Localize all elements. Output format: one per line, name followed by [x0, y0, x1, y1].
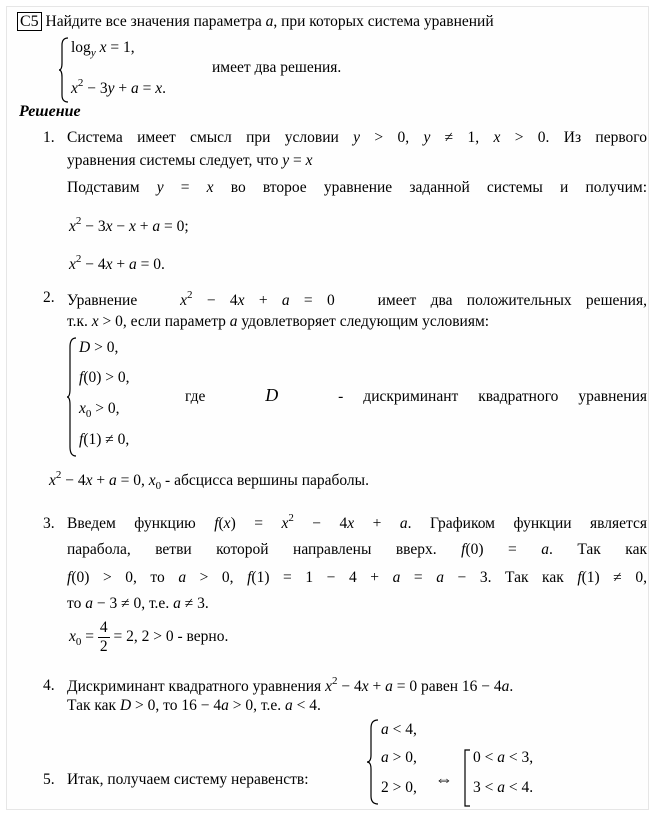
problem-tail: имеет два решения. — [212, 59, 342, 76]
equivalence-symbol: ⇔ — [435, 769, 453, 789]
step-1-number: 1. — [43, 129, 55, 146]
problem-statement-rendered: Найдите все значения параметра a, при которых система уравнений — [45, 13, 494, 30]
step-2-number: 2. — [43, 289, 55, 306]
step-2-cond-2: f(0) > 0, — [79, 369, 130, 386]
step-5-result-1: 0 < a < 3, — [473, 749, 534, 766]
solution-heading: Решение — [19, 103, 81, 120]
step-3-line2: парабола, ветви которой направлены вверх. f(0) = a. Так как — [67, 541, 647, 558]
step-3-vertex: $x_0$ = $\frac{4}{2}$ = 2, 2 > 0 - верно. — [69, 619, 229, 655]
step-2-tail: $x^2 - 4x + a = 0$, $x_0$ - абсцисса вершины параболы. — [49, 469, 369, 492]
step-1-line2: уравнения системы следует, что y = x — [67, 152, 313, 169]
step-3-line1: Введем функцию $f(x) = x^2 - 4x + a$. Графиком функции является — [67, 512, 648, 532]
step-5-system-brace — [367, 719, 379, 805]
step-2-where: где D - дискриминант квадратного уравнения — [185, 385, 647, 405]
step-4-line2: Так как D > 0, то 16 − 4a > 0, т.е. a < 4. — [67, 697, 321, 714]
step-5-system-1: a < 4, — [381, 721, 417, 738]
problem-system-eq2: $x^2 - 3y + a = x$. — [71, 77, 167, 97]
step-3-line3: f(0) > 0, то a > 0, f(1) = 1 − 4 + a = a − 3. Так как f(1) ≠ 0, — [67, 569, 647, 586]
step-5-result-2: 3 < a < 4. — [473, 779, 534, 796]
step-1-line1: Система имеет смысл при условии y > 0, y ≠ 1, x > 0. Из первого — [67, 129, 648, 146]
step-2-cond-1: D > 0, — [79, 339, 119, 356]
problem-statement — [17, 13, 494, 31]
problem-label: C5 — [17, 12, 42, 31]
step-1-eq1: $x^2 - 3x - x + a = 0$; — [69, 215, 189, 235]
step-2-line2: т.к. x > 0, если параметр a удовлетворяет следующим условиям: — [67, 313, 490, 330]
step-2-line1: Уравнение $x^2 - 4x + a = 0$ имеет два положительных решения, — [67, 289, 647, 309]
step-4-number: 4. — [43, 677, 55, 694]
step-5-number: 5. — [43, 771, 55, 788]
step-1-line3: Подставим y = x во второе уравнение заданной системы и получим: — [67, 179, 647, 196]
step-5-result-bracket — [463, 749, 471, 807]
step-3-line4: то a − 3 ≠ 0, т.е. a ≠ 3. — [67, 595, 209, 612]
step-4-line1: Дискриминант квадратного уравнения $x^2 - 4x + a = 0$ равен 16 − 4a. — [67, 675, 514, 695]
step-2-cond-4: f(1) ≠ 0, — [79, 431, 130, 448]
system-brace-1 — [59, 37, 69, 103]
step-1-eq2: $x^2 - 4x + a = 0$. — [69, 253, 165, 273]
problem-system-eq1: $\log_y x = 1$, — [71, 39, 135, 59]
step-2-brace — [67, 337, 77, 457]
document-page — [6, 6, 649, 810]
fraction-4-over-2: $\frac{4}{2}$ — [99, 619, 108, 655]
step-5-system-2: a > 0, — [381, 749, 417, 766]
step-2-cond-3: $x_0 > 0$, — [79, 400, 120, 420]
step-5-system-3: 2 > 0, — [381, 779, 417, 796]
step-5-line1: Итак, получаем систему неравенств: — [67, 771, 309, 788]
step-3-number: 3. — [43, 515, 55, 532]
